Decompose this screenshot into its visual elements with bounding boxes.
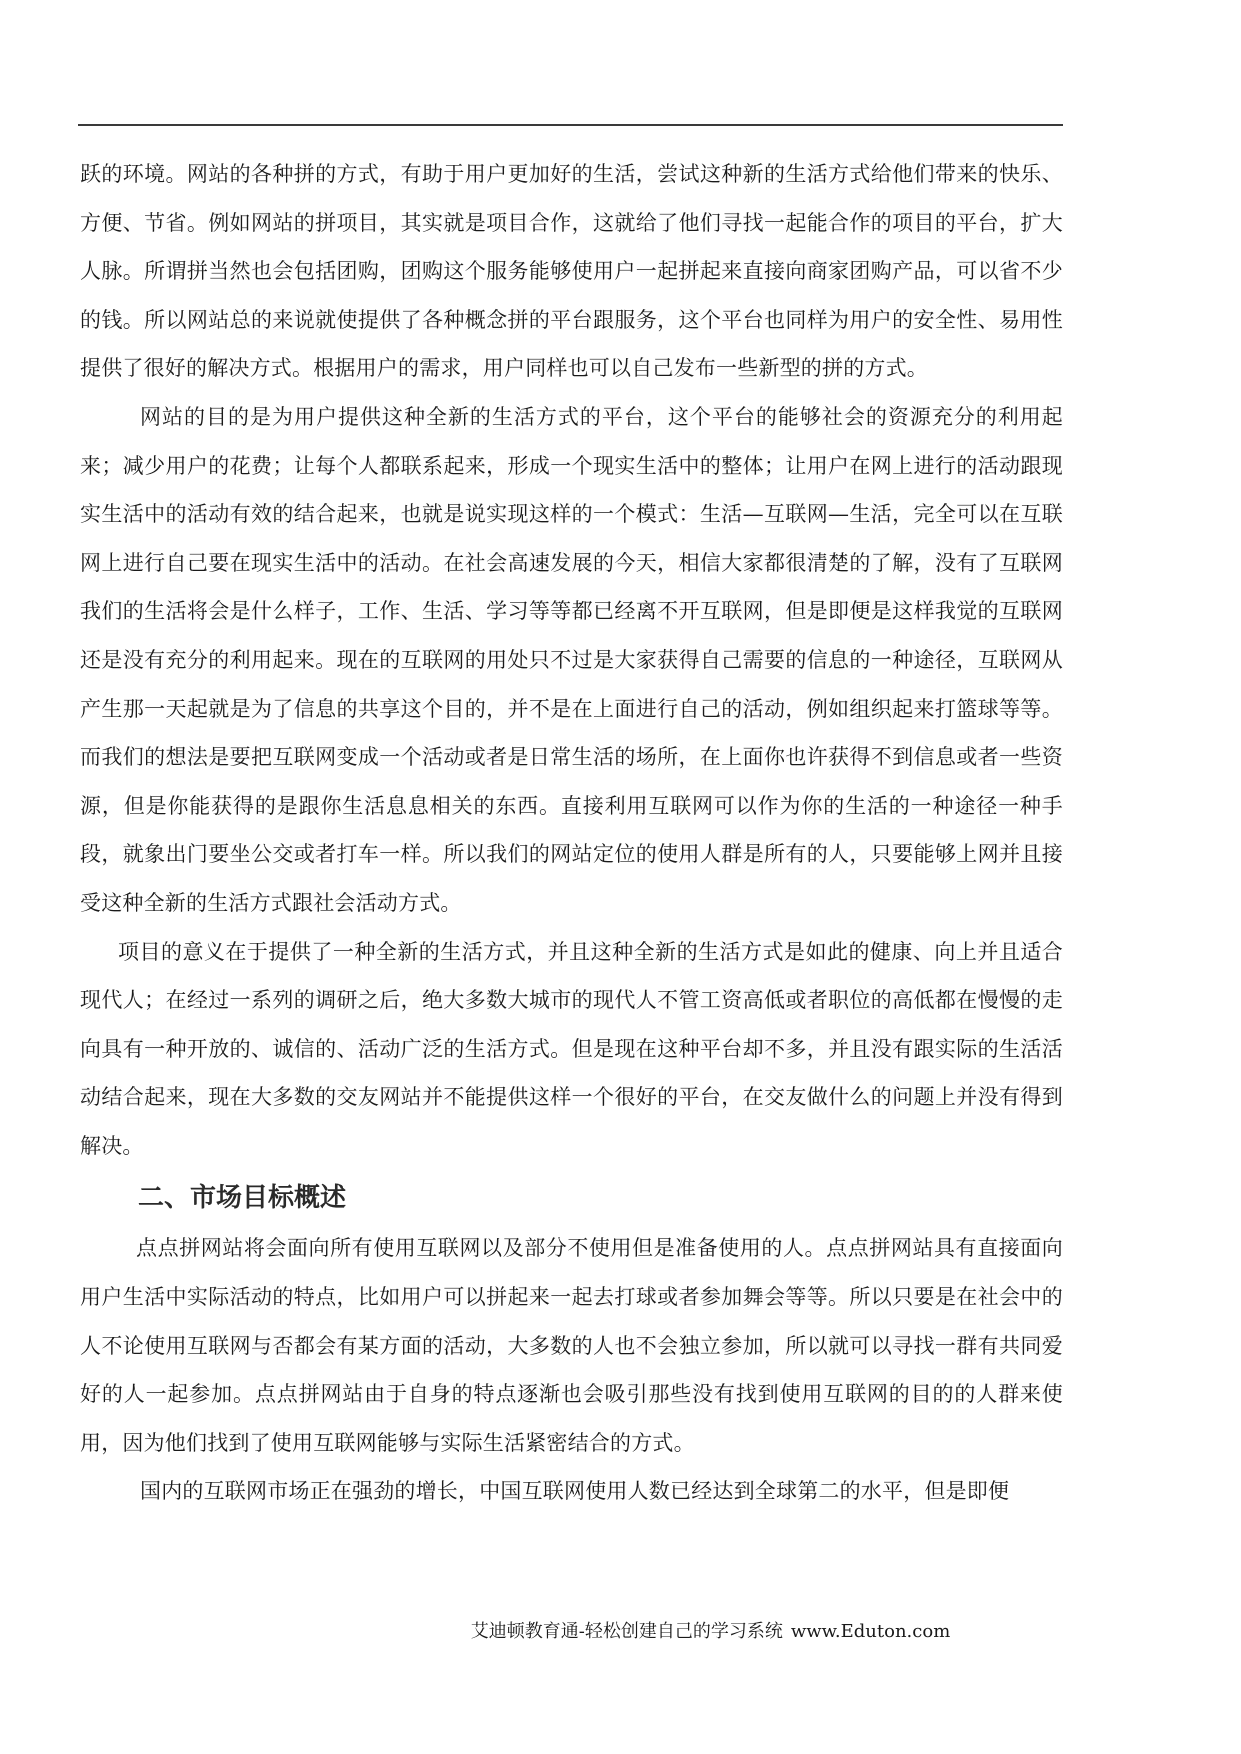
header-rule <box>78 124 1063 126</box>
footer-brand: 艾迪顿教育通-轻松创建自己的学习系统 <box>470 1621 783 1642</box>
paragraph: 网站的目的是为用户提供这种全新的生活方式的平台，这个平台的能够社会的资源充分的利用起来；减少用户的花费；让每个人都联系起来，形成一个现实生活中的整体；让用户在网上进行的活动跟现实生活中的活动有效的结合起来，也就是说实现这样的一个模式：生活—互联网—生活，完全可以在互联网上进行自己要在现实生活中的活动。在社会高速发展的今天，相信大家都很清楚的了解，没有了互联网我们的生活将会是什么样子，工作、生活、学习等等都已经离不开互联网，但是即便是这样我觉的互联网还是没有充分的利用起来。现在的互联网的用处只不过是大家获得自己需要的信息的一种途径，互联网从产生那一天起就是为了信息的共享这个目的，并不是在上面进行自己的活动，例如组织起来打篮球等等。而我们的想法是要把互联网变成一个活动或者是日常生活的场所，在上面你也许获得不到信息或者一些资源，但是你能获得的是跟你生活息息相关的东西。直接利用互联网可以作为你的生活的一种途径一种手段，就象出门要坐公交或者打车一样。所以我们的网站定位的使用人群是所有的人，只要能够上网并且接受这种全新的生活方式跟社会活动方式。 <box>80 404 1063 915</box>
section-heading: 二、市场目标概述 <box>138 1183 347 1214</box>
footer-url[interactable]: www.Eduton.com <box>790 1621 951 1642</box>
paragraph: 项目的意义在于提供了一种全新的生活方式，并且这种全新的生活方式是如此的健康、向上并且适合现代人；在经过一系列的调研之后，绝大多数大城市的现代人不管工资高低或者职位的高低都在慢慢的走向具有一种开放的、诚信的、活动广泛的生活方式。但是现在这种平台却不多，并且没有跟实际的生活活动结合起来，现在大多数的交友网站并不能提供这样一个很好的平台，在交友做什么的问题上并没有得到解决。 <box>80 939 1063 1158</box>
document-body <box>80 150 1063 1516</box>
paragraph: 跃的环境。网站的各种拼的方式，有助于用户更加好的生活，尝试这种新的生活方式给他们带来的快乐、方便、节省。例如网站的拼项目，其实就是项目合作，这就给了他们寻找一起能合作的项目的平台，扩大人脉。所谓拼当然也会包括团购，团购这个服务能够使用户一起拼起来直接向商家团购产品，可以省不少的钱。所以网站总的来说就使提供了各种概念拼的平台跟服务，这个平台也同样为用户的安全性、易用性提供了很好的解决方式。根据用户的需求，用户同样也可以自己发布一些新型的拼的方式。 <box>80 162 1063 381</box>
paragraph: 国内的互联网市场正在强劲的增长，中国互联网使用人数已经达到全球第二的水平，但是即便 <box>140 1479 1010 1504</box>
paragraph: 点点拼网站将会面向所有使用互联网以及部分不使用但是准备使用的人。点点拼网站具有直接面向用户生活中实际活动的特点，比如用户可以拼起来一起去打球或者参加舞会等等。所以只要是在社会中的人不论使用互联网与否都会有某方面的活动，大多数的人也不会独立参加，所以就可以寻找一群有共同爱好的人一起参加。点点拼网站由于自身的特点逐渐也会吸引那些没有找到使用互联网的目的的人群来使用，因为他们找到了使用互联网能够与实际生活紧密结合的方式。 <box>80 1236 1063 1455</box>
page-footer <box>0 1620 1241 1644</box>
